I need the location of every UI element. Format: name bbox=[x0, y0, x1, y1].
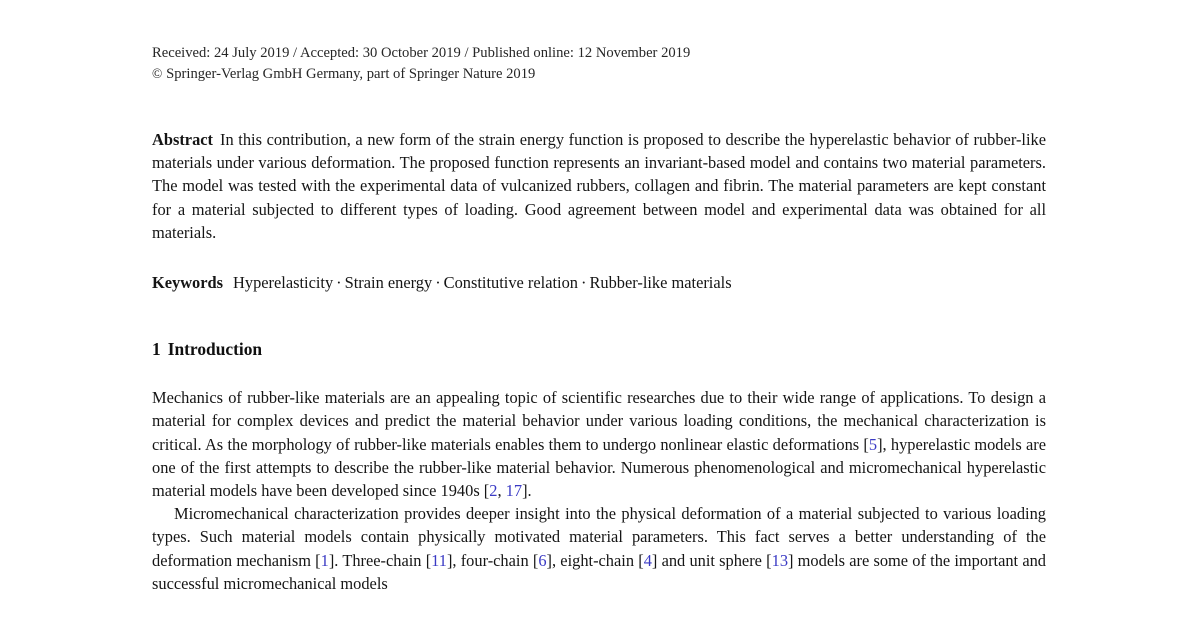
keywords-list bbox=[233, 273, 732, 292]
paragraph bbox=[152, 502, 1046, 595]
copyright-line bbox=[152, 64, 1046, 85]
paragraph-text: , bbox=[497, 481, 506, 501]
received-accepted-published-line: Received: 24 July 2019 / Accepted: 30 October 2019 / Published online: 12 November 2019 bbox=[152, 45, 691, 61]
paragraph bbox=[152, 386, 1046, 502]
keywords-label: Keywords bbox=[152, 273, 224, 293]
paragraph-text: ] and unit sphere [ bbox=[651, 550, 772, 570]
copyright-text: Springer-Verlag GmbH Germany, part of Springer Nature 2019 bbox=[166, 65, 536, 82]
keyword-separator: · bbox=[336, 273, 342, 293]
paragraph-text: Micromechanical characterization provides deeper insight into the physical deformation of a material subjected to various loading types. Such material models contain physically motivated material parameters. This fact serves a better understanding of the deformation mechanism [ bbox=[152, 504, 1046, 570]
keyword-separator: · bbox=[435, 273, 441, 293]
section-heading-introduction bbox=[152, 338, 1046, 360]
abstract-label: Abstract bbox=[152, 130, 213, 149]
publication-info-block bbox=[152, 44, 1046, 84]
keyword-item: Rubber-like materials bbox=[589, 273, 732, 293]
paragraph-text: ], eight-chain [ bbox=[546, 550, 644, 570]
citation-link[interactable]: 17 bbox=[505, 481, 523, 501]
keywords-block bbox=[152, 271, 1046, 294]
citation-link[interactable]: 2 bbox=[489, 481, 498, 501]
paragraph-text: ] models are some of the important and successful micromechanical models bbox=[152, 550, 1046, 593]
abstract-text: In this contribution, a new form of the strain energy function is proposed to describe the hyperelastic behavior of rubber-like materials under various deformation. The proposed function represents an invariant-based model and contains two material parameters. The model was tested with the experimental data of vulcanized rubbers, collagen and fibrin. The material parameters are kept constant for a material subjected to different types of loading. Good agreement between model and experimental data was obtained for all materials. bbox=[152, 130, 1046, 242]
section-number: 1 bbox=[152, 339, 161, 360]
paragraph-text: ], hyperelastic models are one of the first attempts to describe the rubber-like material behavior. Numerous phenomenological and micromechanical hyperelastic material models have been developed since 1940s [ bbox=[152, 434, 1046, 501]
paragraph-text: ], four-chain [ bbox=[446, 550, 539, 570]
paragraph-text: ]. bbox=[522, 481, 532, 501]
abstract-block bbox=[152, 128, 1046, 244]
keyword-separator: · bbox=[580, 273, 587, 293]
citation-link[interactable]: 1 bbox=[320, 550, 329, 570]
keyword-item: Hyperelasticity bbox=[233, 273, 334, 293]
paragraph-text: Mechanics of rubber-like materials are an appealing topic of scientific researches due to their wide range of applications. To design a material for complex devices and predict the material behavior under various loading conditions, the mechanical characterization is critical. As the morphology of rubber-like materials enables them to undergo nonlinear elastic deformations [ bbox=[152, 388, 1046, 454]
keyword-item: Strain energy bbox=[344, 273, 433, 293]
page-content-column bbox=[152, 0, 1046, 595]
citation-link[interactable]: 11 bbox=[431, 550, 447, 570]
citation-link[interactable]: 6 bbox=[538, 550, 547, 570]
introduction-body bbox=[152, 386, 1046, 595]
citation-link[interactable]: 5 bbox=[868, 434, 878, 454]
citation-link[interactable]: 4 bbox=[643, 550, 652, 570]
keyword-item: Constitutive relation bbox=[443, 273, 578, 293]
section-title: Introduction bbox=[167, 339, 263, 360]
citation-link[interactable]: 13 bbox=[771, 550, 789, 570]
copyright-symbol: © bbox=[152, 65, 163, 81]
paragraph-text: ]. Three-chain [ bbox=[328, 550, 432, 570]
